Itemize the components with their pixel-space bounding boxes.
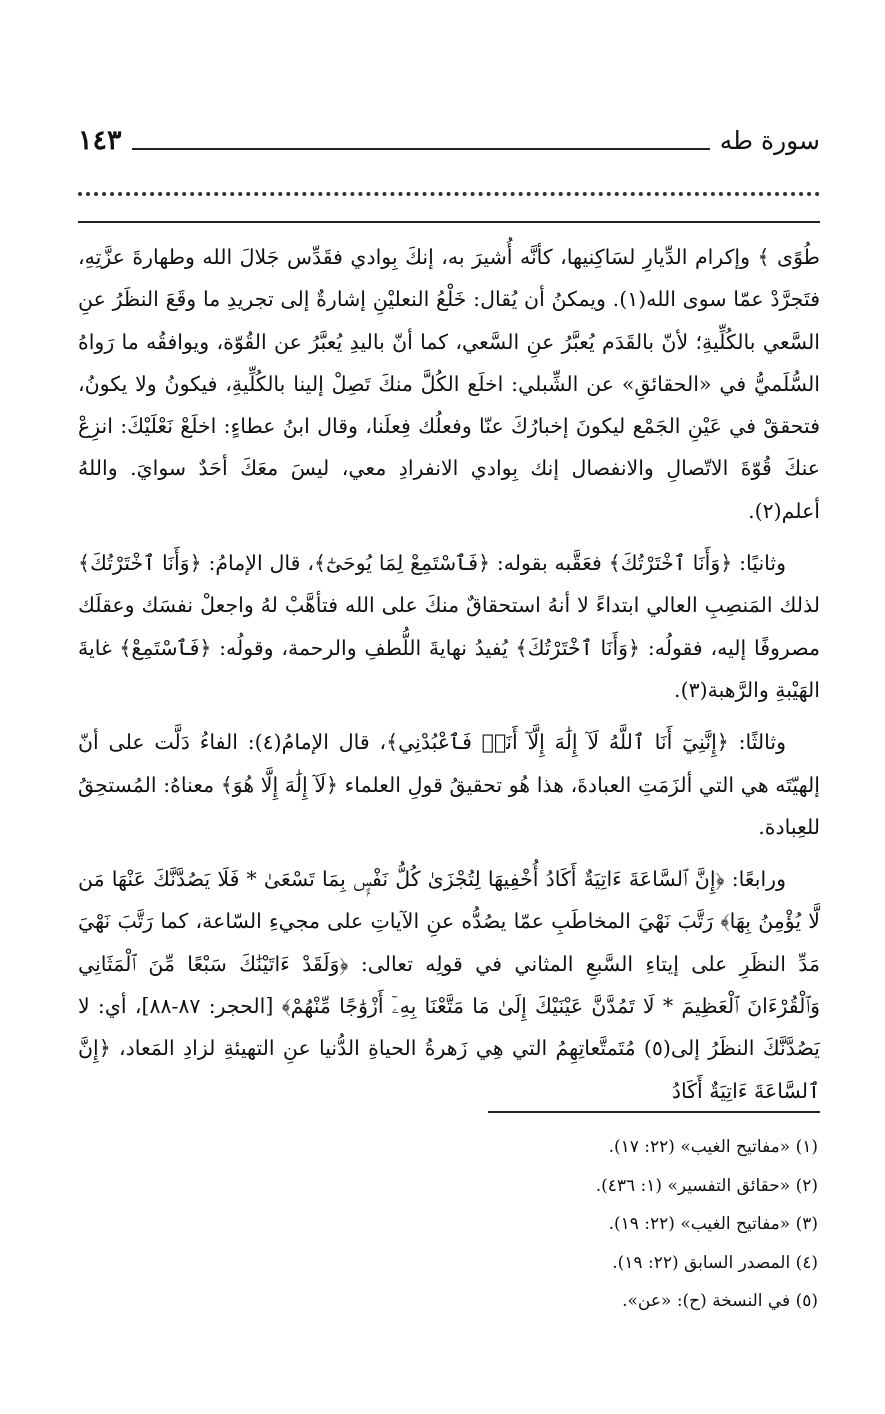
dotted-separator bbox=[78, 192, 820, 206]
paragraph-3: وثالثًا: ﴿إِنَّنِيٓ أَنَا ٱللَّهُ لَآ إِلَٰهَ إِلَّآ أَنَا۠ فَٱعْبُدْنِي﴾، قال الإمامُ(٤): الفاءُ دَلَّت على أنّ إلهيّتَه هي التي ألزَمَتِ العبادةَ، هذا هُو تحقيقُ قولِ العلماء ﴿لَآ إِلَٰهَ إِلَّا هُوَ﴾ معناهُ: المُستحِقُ للعِبادة. bbox=[78, 730, 820, 839]
paragraph-1: طُوًى ﴾ وإكرام الدِّيارِ لسَاكِنيها، كأنَّه أُشيرَ به، إنكَ بِوادي فقَدِّس جَلالَ الله وطهارةَ عزَّتِهِ، فتَجرَّدْ عمّا سوى الله(١). ويمكنُ أن يُقال: خَلْعُ النعليْنِ إشارةٌ إلى تجريدِ ما وقَعَ النظَرُ عنِ السَّعي بالكُلِّيةِ؛ لأنّ بالقَدَم يُعبَّرُ عنِ السَّعي، كما أنّ باليدِ يُعبَّرُ عن القُوّة، ويوافقُه ما رَواهُ السُّلَميُّ في «الحقائقِ» عن الشِّبلي: اخلَع الكُلَّ منكَ تَصِلْ إلينا بالكُلِّيةِ، فيكونُ ولا يكونُ، فتحققْ في عَيْنِ الجَمْع ليكونَ إخبارُكَ عنّا وفعلُك فِعلَنا، وقال ابنُ عطاءٍ: اخلَعْ نَعْلَيْكَ: انزِعْ عنكَ قُوّةَ الاتّصالِ والانفصال إنك بِوادي الانفرادِ معي، ليسَ معَكَ أحَدٌ سوايَ. واللهُ أعلم(٢). bbox=[78, 245, 820, 523]
footnote-rule bbox=[488, 1111, 820, 1113]
surah-title: سورة طه bbox=[719, 125, 820, 155]
paragraph-4: ورابعًا: ﴿إِنَّ ٱلسَّاعَةَ ءَاتِيَةٌ أَكَادُ أُخْفِيهَا لِتُجْزَىٰ كُلُّ نَفْسٍۭ بِمَا تَسْعَىٰ * فَلَا يَصُدَّنَّكَ عَنْهَا مَن لَّا يُؤْمِنُ بِهَا﴾ رَتَّبَ نَهْيَ المخاطَبِ عمّا يصُدُّه عنِ الآياتِ على مجيءِ السّاعة، كما رَتَّبَ نَهْيَ مَدِّ النظَرِ على إيتاءِ السَّبعِ المثاني في قولِه تعالى: ﴿وَلَقَدْ ءَاتَيْنَٰكَ سَبْعًا مِّنَ ٱلْمَثَانِي وَٱلْقُرْءَانَ ٱلْعَظِيمَ * لَا تَمُدَّنَّ عَيْنَيْكَ إِلَىٰ مَا مَتَّعْنَا بِهِۦٓ أَزْوَٰجًا مِّنْهُمْ﴾ [الحجر: ٨٧-٨٨]، أي: لا يَصُدَّنَّكَ النظَرُ إلى(٥) مُتَمتَّعاتِهِمُ التي هِي زَهرةُ الحياةِ الدُّنيا عنِ التهيئةِ لزادِ المَعاد، ﴿إِنَّ ٱلسَّاعَةَ ءَاتِيَةٌ أَكَادُ bbox=[78, 867, 820, 1103]
paragraph-2: وثانيًا: ﴿وَأَنَا ٱخْتَرْتُكَ﴾ فعَقَّبه بقوله: ﴿فَٱسْتَمِعْ لِمَا يُوحَىٰٓ﴾، قال الإمامُ: ﴿وَأَنَا ٱخْتَرْتُكَ﴾ لذلك المَنصِبِ العالي ابتداءً لا أنهُ استحقاقٌ منكَ على الله فتأهَّبْ لهُ واجعلْ نفسَك وعقلَك مصروفًا إليه، فقولُه: ﴿وَأَنَا ٱخْتَرْتُكَ﴾ يُفيدُ نهايةَ اللُّطفِ والرحمة، وقولُه: ﴿فَٱسْتَمِعْ﴾ غايةَ الهَيْبةِ والرَّهبة(٣). bbox=[78, 551, 820, 702]
footnote-3: (٣) «مفاتيح الغيب» (٢٢: ١٩). bbox=[608, 1214, 818, 1234]
top-divider bbox=[78, 221, 820, 223]
footnotes bbox=[78, 1128, 820, 1321]
footnote-5: (٥) في النسخة (ح): «عن». bbox=[622, 1291, 818, 1311]
main-text bbox=[78, 236, 820, 1112]
header-rule bbox=[132, 148, 710, 150]
footnote-2: (٢) «حقائق التفسير» (١: ٤٣٦). bbox=[595, 1175, 818, 1196]
footnote-4: (٤) المصدر السابق (٢٢: ١٩). bbox=[612, 1252, 818, 1273]
page-header bbox=[78, 118, 820, 162]
page-number: ١٤٣ bbox=[78, 124, 122, 156]
footnote-1: (١) «مفاتيح الغيب» (٢٢: ١٧). bbox=[608, 1137, 818, 1157]
